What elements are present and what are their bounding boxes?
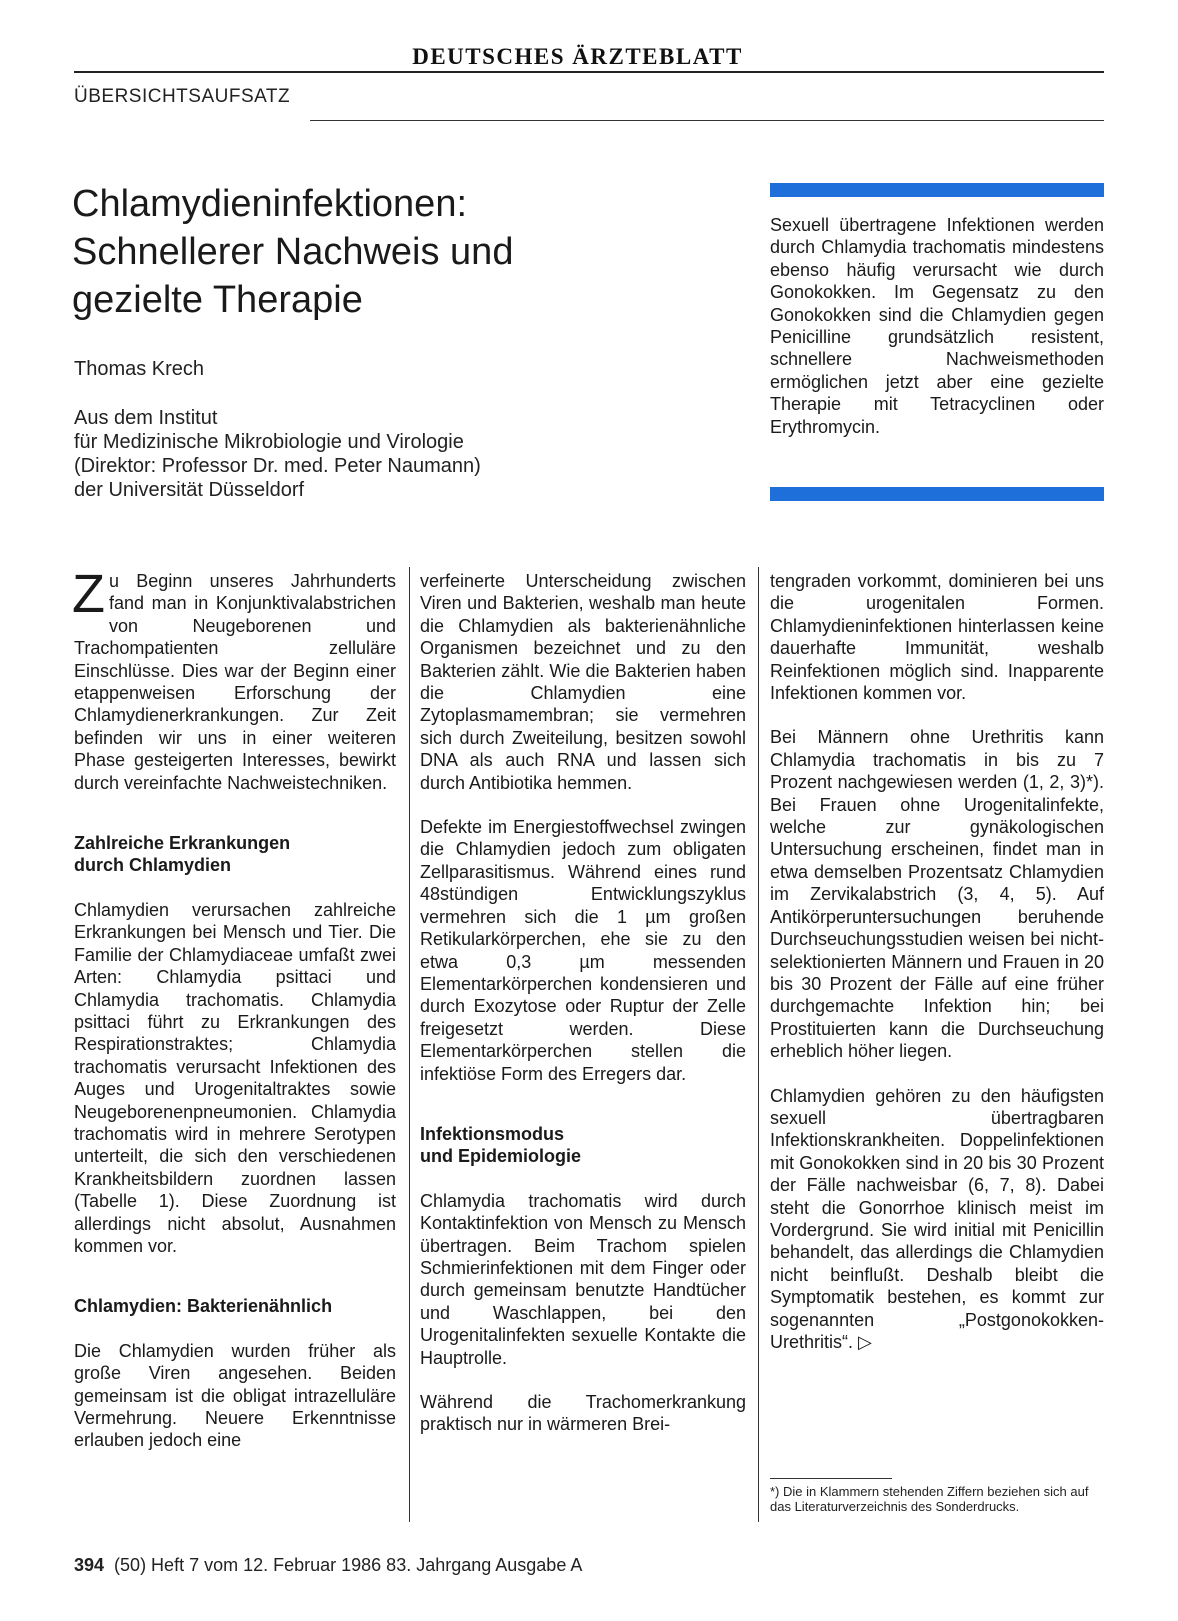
title-line: Chlamydieninfektionen: <box>72 183 468 225</box>
body-paragraph: verfeinerte Unterscheidung zwischen Viren und Bakterien, weshalb man heute die Chlamydien als bakterienähnliche Organismen bezeichnet und zu den Bakterien zählt. Wie die Bakterien haben die Chlamydien eine Zytoplasmamembran; sie vermehren sich durch Zweiteilung, besitzen sowohl DNA als auch RNA und lassen sich durch Antibiotika hemmen. <box>420 571 746 793</box>
intro-paragraph <box>72 564 396 794</box>
title-line: Schnellerer Nachweis und <box>72 231 514 273</box>
section-label: ÜBERSICHTSAUFSATZ <box>74 86 291 107</box>
affiliation-line: Aus dem Institut <box>74 407 218 429</box>
body-paragraph: Die Chlamydien wurden früher als große Viren angesehen. Beiden gemeinsam ist die obligat intrazelluläre Vermehrung. Neuere Erkenntnisse erlauben jedoch eine <box>74 1340 396 1451</box>
section-heading <box>74 832 396 877</box>
heading-line: und Epidemiologie <box>420 1146 581 1167</box>
page-number: 394 <box>74 1555 105 1575</box>
footnote: *) Die in Klammern stehenden Ziffern beziehen sich auf das Literaturverzeichnis des Sonderdrucks. <box>770 1484 1089 1514</box>
column-divider <box>409 567 410 1522</box>
affiliation-line: für Medizinische Mikrobiologie und Virologie <box>74 431 464 453</box>
page-footer <box>74 1555 582 1576</box>
body-paragraph: Chlamydien gehören zu den häufigsten sexuell übertragbaren Infektionskrankheiten. Doppelinfektionen mit Gonokokken sind in 20 bis 30 Prozent der Fälle nachweisbar (6, 7, 8). Dabei steht die Gonorrhoe klinisch meist im Vordergrund. Sie wird initial mit Penicillin behandelt, das allerdings die Chlamydien nicht beinflußt. Deshalb bleibt die Symptomatik bestehen, es kommt zur sogenannten „Postgonokokken-Urethritis“. ▷ <box>770 1085 1104 1352</box>
intro-text: u Beginn unseres Jahrhunderts fand man in Konjunktivalabstrichen von Neugeborenen und Trachompatienten zelluläre Einschlüsse. Dies war der Beginn einer etappenweisen Erforschung der Chlamydienerkrankungen. Zur Zeit befinden wir uns in einer weiteren Phase gesteigerten Interesses, bewirkt durch vereinfachte Nachweistechniken. <box>74 571 396 793</box>
issue-info: (50) Heft 7 vom 12. Februar 1986 83. Jahrgang Ausgabe A <box>114 1555 583 1575</box>
footnote-rule <box>770 1478 892 1479</box>
abstract-bar-bottom <box>770 487 1104 501</box>
affiliation-line: (Direktor: Professor Dr. med. Peter Naumann) <box>74 455 481 477</box>
drop-cap: Z <box>72 564 105 624</box>
article-author: Thomas Krech <box>74 358 205 380</box>
body-paragraph: tengraden vorkommt, dominieren bei uns die urogenitalen Formen. Chlamydieninfektionen hinterlassen keine dauerhafte Immunität, weshalb Reinfektionen möglich sind. Inapparente Infektionen kommen vor. <box>770 571 1104 704</box>
abstract-bar-top <box>770 183 1104 197</box>
body-paragraph: Bei Männern ohne Urethritis kann Chlamydia trachomatis in bis zu 7 Prozent nachgewiesen werden (1, 2, 3)*). Bei Frauen ohne Urogenitalinfekte, welche zur gynäkologischen Untersuchung erscheinen, findet man in etwa demselben Prozentsatz Chlamydien im Zervikalabstrich (3, 4, 5). Auf Antikörperuntersuchungen beruhende Durchseuchungsstudien weisen bei nicht-selektionierten Männern und Frauen in 20 bis 30 Prozent der Fälle auf eine früher durchgemachte Infektion hin; bei Prostituierten kann die Durchseuchung erheblich höher liegen. <box>770 727 1104 1062</box>
column-divider <box>758 567 759 1522</box>
affiliation-line: der Universität Düsseldorf <box>74 479 305 501</box>
section-rule <box>310 120 1104 121</box>
body-paragraph: Chlamydien verursachen zahlreiche Erkrankungen bei Mensch und Tier. Die Familie der Chlamydiaceae umfaßt zwei Arten: Chlamydia psittaci und Chlamydia trachomatis. Chlamydia psittaci führt zu Erkrankungen des Respirationstraktes; Chlamydia trachomatis verursacht Infektionen des Auges und Urogenitaltraktes sowie Neugeborenenpneumonien. Chlamydia trachomatis wird in mehrere Serotypen unterteilt, die sich den verschiedenen Krankheitsbildern zuordnen lassen (Tabelle 1). Diese Zuordnung ist allerdings nicht absolut, Ausnahmen kommen vor. <box>74 899 396 1256</box>
body-paragraph: Während die Trachomerkrankung praktisch nur in wärmeren Brei- <box>420 1392 746 1435</box>
section-heading <box>420 1123 746 1168</box>
section-heading: Chlamydien: Bakterienähnlich <box>74 1296 333 1317</box>
heading-line: Zahlreiche Erkrankungen <box>74 833 291 854</box>
journal-masthead: DEUTSCHES ÄRZTEBLATT <box>412 44 743 69</box>
text-column-1 <box>72 564 396 1474</box>
title-line: gezielte Therapie <box>72 279 363 321</box>
body-paragraph: Defekte im Energiestoffwechsel zwingen die Chlamydien jedoch zum obligaten Zellparasitismus. Während eines rund 48stündigen Entwicklungszyklus vermehren sich die 1 µm großen Retikularkörperchen, ehe sie zu den etwa 0,3 µm messenden Elementarkörperchen kondensieren und durch Exozytose oder Ruptur der Zelle freigesetzt werden. Diese Elementarkörperchen stellen die infektiöse Form des Erregers dar. <box>420 817 746 1084</box>
masthead-rule <box>74 71 1104 73</box>
article-abstract: Sexuell übertragene Infektionen werden durch Chlamydia trachomatis mindestens ebenso häufig verursacht wie durch Gonokokken. Im Gegensatz zu den Gonokokken sind die Chlamydien gegen Penicilline grundsätzlich resistent, schnellere Nachweismethoden ermöglichen jetzt aber eine gezielte Therapie mit Tetracyclinen oder Erythromycin. <box>770 215 1104 437</box>
heading-line: Infektionsmodus <box>420 1123 565 1144</box>
article-title <box>72 180 692 324</box>
heading-line: durch Chlamydien <box>74 855 232 876</box>
text-column-2 <box>420 570 746 1458</box>
body-paragraph: Chlamydia trachomatis wird durch Kontaktinfektion von Mensch zu Mensch übertragen. Beim Trachom spielen Schmierinfektionen mit dem Finger oder durch gemeinsam benutzte Handtücher und Waschlappen, bei den Urogenitalinfekten sexuelle Kontakte die Hauptrolle. <box>420 1190 746 1368</box>
author-affiliation <box>74 406 634 502</box>
text-column-3 <box>770 570 1104 1375</box>
